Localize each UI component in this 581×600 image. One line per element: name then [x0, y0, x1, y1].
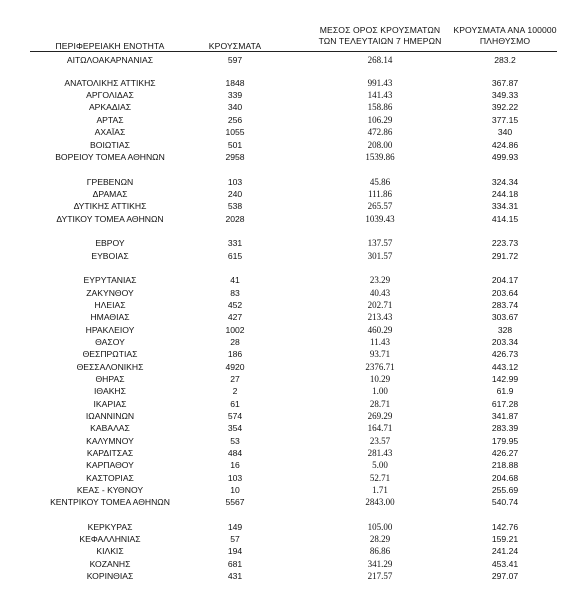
table-row	[0, 533, 581, 545]
table-row	[0, 54, 581, 66]
region-cell: ΔΡΑΜΑΣ	[92, 189, 128, 199]
avg-7-days-cell: 10.29	[369, 374, 391, 384]
table-row	[0, 151, 581, 163]
cases-cell: 83	[230, 288, 240, 298]
table-row	[0, 558, 581, 570]
avg-7-days-cell: 1039.43	[365, 214, 395, 224]
region-cell: ΑΝΑΤΟΛΙΚΗΣ ΑΤΤΙΚΗΣ	[64, 78, 156, 88]
cases-cell: 10	[230, 485, 240, 495]
header-avg-line1: ΜΕΣΟΣ ΟΡΟΣ ΚΡΟΥΣΜΑΤΩΝ	[319, 25, 441, 35]
per-100k-cell: 392.22	[491, 102, 519, 112]
per-100k-cell: 244.18	[491, 189, 519, 199]
per-100k-cell: 426.73	[491, 349, 519, 359]
table-row	[0, 237, 581, 249]
table-row	[0, 422, 581, 434]
per-100k-cell: 61.9	[496, 386, 514, 396]
cases-cell: 597	[227, 55, 243, 65]
region-cell: ΕΥΡΥΤΑΝΙΑΣ	[83, 275, 137, 285]
region-cell: ΙΚΑΡΙΑΣ	[93, 399, 127, 409]
cases-cell: 2028	[225, 214, 245, 224]
per-100k-cell: 324.34	[491, 177, 519, 187]
table-row	[0, 101, 581, 113]
table-row	[0, 274, 581, 286]
avg-7-days-cell: 93.71	[369, 349, 391, 359]
region-cell: ΚΑΡΔΙΤΣΑΣ	[86, 448, 134, 458]
avg-7-days-cell: 137.57	[367, 238, 393, 248]
avg-7-days-cell: 2843.00	[365, 497, 395, 507]
avg-7-days-cell: 11.43	[370, 337, 390, 347]
avg-7-days-cell: 281.43	[367, 448, 393, 458]
region-cell: ΑΧΑΪΑΣ	[94, 127, 126, 137]
table-row	[0, 324, 581, 336]
cases-cell: 103	[227, 177, 243, 187]
cases-cell: 452	[227, 300, 243, 310]
cases-cell: 57	[230, 534, 240, 544]
cases-cell: 1002	[225, 325, 245, 335]
table-row	[0, 213, 581, 225]
avg-7-days-cell: 202.71	[367, 300, 393, 310]
cases-cell: 2958	[225, 152, 245, 162]
per-100k-cell: 291.72	[491, 251, 519, 261]
per-100k-cell: 328	[497, 325, 513, 335]
region-cell: ΗΛΕΙΑΣ	[94, 300, 126, 310]
avg-7-days-cell: 460.29	[367, 325, 393, 335]
avg-7-days-cell: 265.57	[367, 201, 393, 211]
avg-7-days-cell: 158.86	[367, 102, 393, 112]
avg-7-days-cell: 105.00	[367, 522, 393, 532]
cases-cell: 53	[230, 436, 240, 446]
per-100k-cell: 283.39	[491, 423, 519, 433]
cases-cell: 256	[227, 115, 243, 125]
table-row	[0, 484, 581, 496]
avg-7-days-cell: 301.57	[367, 251, 393, 261]
cases-cell: 339	[227, 90, 243, 100]
cases-cell: 501	[227, 140, 243, 150]
cases-cell: 681	[227, 559, 243, 569]
per-100k-cell: 341.87	[491, 411, 519, 421]
region-cell: ΙΩΑΝΝΙΝΩΝ	[85, 411, 135, 421]
header-rule	[30, 51, 557, 52]
region-cell: ΑΡΓΟΛΙΔΑΣ	[86, 90, 134, 100]
table-row	[0, 188, 581, 200]
avg-7-days-cell: 1.71	[372, 485, 388, 495]
table-row	[0, 139, 581, 151]
per-100k-cell: 443.12	[491, 362, 519, 372]
avg-7-days-cell: 23.29	[369, 275, 391, 285]
region-cell: ΗΡΑΚΛΕΙΟΥ	[85, 325, 135, 335]
per-100k-cell: 414.15	[491, 214, 519, 224]
cases-cell: 354	[227, 423, 243, 433]
table-row	[0, 435, 581, 447]
region-cell: ΚΟΡΙΝΘΙΑΣ	[86, 571, 134, 581]
per-100k-cell: 377.15	[491, 115, 519, 125]
region-cell: ΕΥΒΟΙΑΣ	[91, 251, 129, 261]
per-100k-cell: 426.27	[491, 448, 519, 458]
per-100k-cell: 499.93	[491, 152, 519, 162]
cases-cell: 28	[230, 337, 240, 347]
table-row	[0, 176, 581, 188]
per-100k-cell: 223.73	[491, 238, 519, 248]
per-100k-cell: 203.64	[491, 288, 519, 298]
table-row	[0, 126, 581, 138]
header-avg-7-days	[300, 25, 460, 47]
per-100k-cell: 241.24	[491, 546, 519, 556]
per-100k-cell: 297.07	[491, 571, 519, 581]
region-cell: ΙΘΑΚΗΣ	[94, 386, 126, 396]
avg-7-days-cell: 28.29	[369, 534, 391, 544]
cases-cell: 1055	[225, 127, 245, 137]
region-cell: ΚΕΦΑΛΛΗΝΙΑΣ	[79, 534, 141, 544]
table-row	[0, 114, 581, 126]
avg-7-days-cell: 23.57	[369, 436, 391, 446]
cases-cell: 16	[230, 460, 240, 470]
region-cell: ΓΡΕΒΕΝΩΝ	[86, 177, 134, 187]
per-100k-cell: 349.33	[491, 90, 519, 100]
table-row	[0, 385, 581, 397]
avg-7-days-cell: 2376.71	[365, 362, 395, 372]
avg-7-days-cell: 268.14	[367, 55, 393, 65]
per-100k-cell: 540.74	[491, 497, 519, 507]
table-row	[0, 496, 581, 508]
avg-7-days-cell: 141.43	[367, 90, 393, 100]
region-cell: ΚΕΝΤΡΙΚΟΥ ΤΟΜΕΑ ΑΘΗΝΩΝ	[50, 497, 170, 507]
per-100k-cell: 340	[497, 127, 513, 137]
per-100k-cell: 334.31	[491, 201, 519, 211]
per-100k-cell: 283.74	[491, 300, 519, 310]
avg-7-days-cell: 1539.86	[365, 152, 395, 162]
per-100k-cell: 283.2	[494, 55, 516, 65]
avg-7-days-cell: 472.86	[367, 127, 393, 137]
cases-cell: 538	[227, 201, 243, 211]
table-row	[0, 250, 581, 262]
cases-cell: 149	[227, 522, 243, 532]
per-100k-cell: 453.41	[491, 559, 519, 569]
region-cell: ΚΑΛΥΜΝΟΥ	[86, 436, 134, 446]
header-per-100k	[440, 25, 570, 47]
per-100k-cell: 617.28	[491, 399, 519, 409]
table-row	[0, 89, 581, 101]
table-row	[0, 311, 581, 323]
cases-cell: 61	[230, 399, 240, 409]
avg-7-days-cell: 269.29	[367, 411, 393, 421]
cases-cell: 41	[230, 275, 240, 285]
avg-7-days-cell: 52.71	[369, 473, 391, 483]
avg-7-days-cell: 213.43	[367, 312, 393, 322]
region-cell: ΚΙΛΚΙΣ	[96, 546, 124, 556]
region-cell: ΚΑΣΤΟΡΙΑΣ	[86, 473, 134, 483]
table-row	[0, 410, 581, 422]
region-cell: ΗΜΑΘΙΑΣ	[90, 312, 130, 322]
avg-7-days-cell: 991.43	[367, 78, 393, 88]
avg-7-days-cell: 1.00	[372, 386, 388, 396]
cases-cell: 186	[227, 349, 243, 359]
region-cell: ΚΑΡΠΑΘΟΥ	[86, 460, 134, 470]
region-cell: ΚΕΡΚΥΡΑΣ	[87, 522, 133, 532]
region-cell: ΚΟΖΑΝΗΣ	[89, 559, 131, 569]
table-row	[0, 373, 581, 385]
per-100k-cell: 142.99	[491, 374, 519, 384]
cases-cell: 240	[227, 189, 243, 199]
table-row	[0, 348, 581, 360]
cases-cell: 427	[227, 312, 243, 322]
table-row	[0, 545, 581, 557]
avg-7-days-cell: 45.86	[369, 177, 391, 187]
per-100k-cell: 218.88	[491, 460, 519, 470]
avg-7-days-cell: 164.71	[367, 423, 393, 433]
region-cell: ΘΑΣΟΥ	[95, 337, 125, 347]
table-row	[0, 287, 581, 299]
per-100k-cell: 204.68	[491, 473, 519, 483]
avg-7-days-cell: 106.29	[367, 115, 393, 125]
region-cell: ΘΗΡΑΣ	[95, 374, 125, 384]
region-cell: ΑΡΤΑΣ	[96, 115, 124, 125]
table-row	[0, 200, 581, 212]
table-row	[0, 77, 581, 89]
avg-7-days-cell: 217.57	[367, 571, 393, 581]
header-per100k-line2: ΠΛΗΘΥΣΜΟ	[479, 36, 531, 46]
table-row	[0, 336, 581, 348]
table-row	[0, 472, 581, 484]
header-region: ΠΕΡΙΦΕΡΕΙΑΚΗ ΕΝΟΤΗΤΑ	[55, 41, 165, 51]
avg-7-days-cell: 111.86	[367, 189, 393, 199]
header-avg-line2: ΤΩΝ ΤΕΛΕΥΤΑΙΩΝ 7 ΗΜΕΡΩΝ	[318, 36, 442, 46]
per-100k-cell: 255.69	[491, 485, 519, 495]
cases-cell: 5567	[225, 497, 245, 507]
region-cell: ΕΒΡΟΥ	[95, 238, 125, 248]
cases-cell: 431	[227, 571, 243, 581]
cases-cell: 615	[227, 251, 243, 261]
per-100k-cell: 367.87	[491, 78, 519, 88]
table-row	[0, 398, 581, 410]
table-row	[0, 299, 581, 311]
region-cell: ΔΥΤΙΚΗΣ ΑΤΤΙΚΗΣ	[73, 201, 147, 211]
cases-cell: 340	[227, 102, 243, 112]
region-cell: ΒΟΡΕΙΟΥ ΤΟΜΕΑ ΑΘΗΝΩΝ	[55, 152, 165, 162]
per-100k-cell: 424.86	[491, 140, 519, 150]
per-100k-cell: 159.21	[491, 534, 519, 544]
cases-cell: 2	[232, 386, 238, 396]
region-cell: ΖΑΚΥΝΘΟΥ	[86, 288, 134, 298]
region-cell: ΚΑΒΑΛΑΣ	[90, 423, 130, 433]
header-per100k-line1: ΚΡΟΥΣΜΑΤΑ ΑΝΑ 100000	[453, 25, 557, 35]
per-100k-cell: 204.17	[491, 275, 519, 285]
per-100k-cell: 179.95	[491, 436, 519, 446]
avg-7-days-cell: 5.00	[372, 460, 388, 470]
cases-cell: 574	[227, 411, 243, 421]
header-cases: ΚΡΟΥΣΜΑΤΑ	[208, 41, 262, 51]
cases-cell: 103	[227, 473, 243, 483]
table-row	[0, 570, 581, 582]
region-cell: ΔΥΤΙΚΟΥ ΤΟΜΕΑ ΑΘΗΝΩΝ	[56, 214, 164, 224]
region-cell: ΑΡΚΑΔΙΑΣ	[88, 102, 132, 112]
cases-cell: 484	[227, 448, 243, 458]
avg-7-days-cell: 341.29	[367, 559, 393, 569]
region-cell: ΚΕΑΣ - ΚΥΘΝΟΥ	[76, 485, 144, 495]
table-row	[0, 447, 581, 459]
avg-7-days-cell: 86.86	[369, 546, 391, 556]
per-100k-cell: 142.76	[491, 522, 519, 532]
per-100k-cell: 203.34	[491, 337, 519, 347]
table-row	[0, 521, 581, 533]
region-cell: ΘΕΣΣΑΛΟΝΙΚΗΣ	[76, 362, 144, 372]
cases-cell: 4920	[225, 362, 245, 372]
region-cell: ΒΟΙΩΤΙΑΣ	[90, 140, 130, 150]
region-cell: ΘΕΣΠΡΩΤΙΑΣ	[82, 349, 138, 359]
cases-cell: 331	[227, 238, 243, 248]
cases-cell: 27	[230, 374, 240, 384]
avg-7-days-cell: 28.71	[369, 399, 391, 409]
region-cell: ΑΙΤΩΛΟΑΚΑΡΝΑΝΙΑΣ	[66, 55, 154, 65]
cases-cell: 1848	[225, 78, 245, 88]
avg-7-days-cell: 208.00	[367, 140, 393, 150]
per-100k-cell: 303.67	[491, 312, 519, 322]
cases-cell: 194	[227, 546, 243, 556]
table-row	[0, 459, 581, 471]
avg-7-days-cell: 40.43	[369, 288, 391, 298]
table-row	[0, 361, 581, 373]
